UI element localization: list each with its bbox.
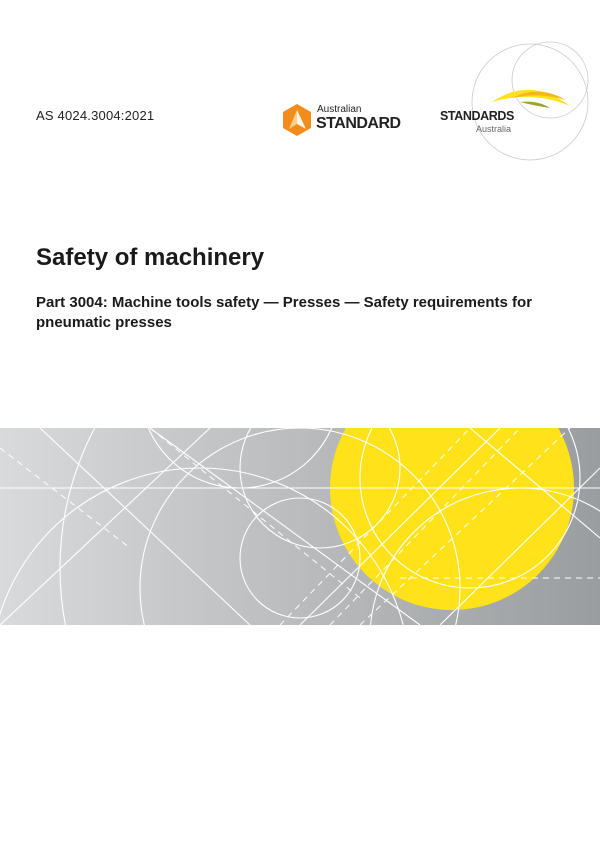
document-title: Safety of machinery xyxy=(36,244,265,271)
standards-australia-logo xyxy=(420,40,590,180)
australian-standard-emblem-icon xyxy=(281,102,313,138)
document-subtitle: Part 3004: Machine tools safety — Presses — Safety requirements for pneumatic presses xyxy=(36,294,533,331)
geometric-pattern-graphic xyxy=(0,428,600,625)
logo-text-australia: Australia xyxy=(476,124,512,134)
decorative-banner xyxy=(0,428,600,625)
australian-standard-logo xyxy=(281,102,401,138)
logo-text-standards: STANDARDS xyxy=(440,109,514,123)
logo-text-australian: Australian xyxy=(317,104,362,115)
logo-text-standard: STANDARD xyxy=(316,115,401,132)
standard-number: AS 4024.3004:2021 xyxy=(36,108,155,123)
